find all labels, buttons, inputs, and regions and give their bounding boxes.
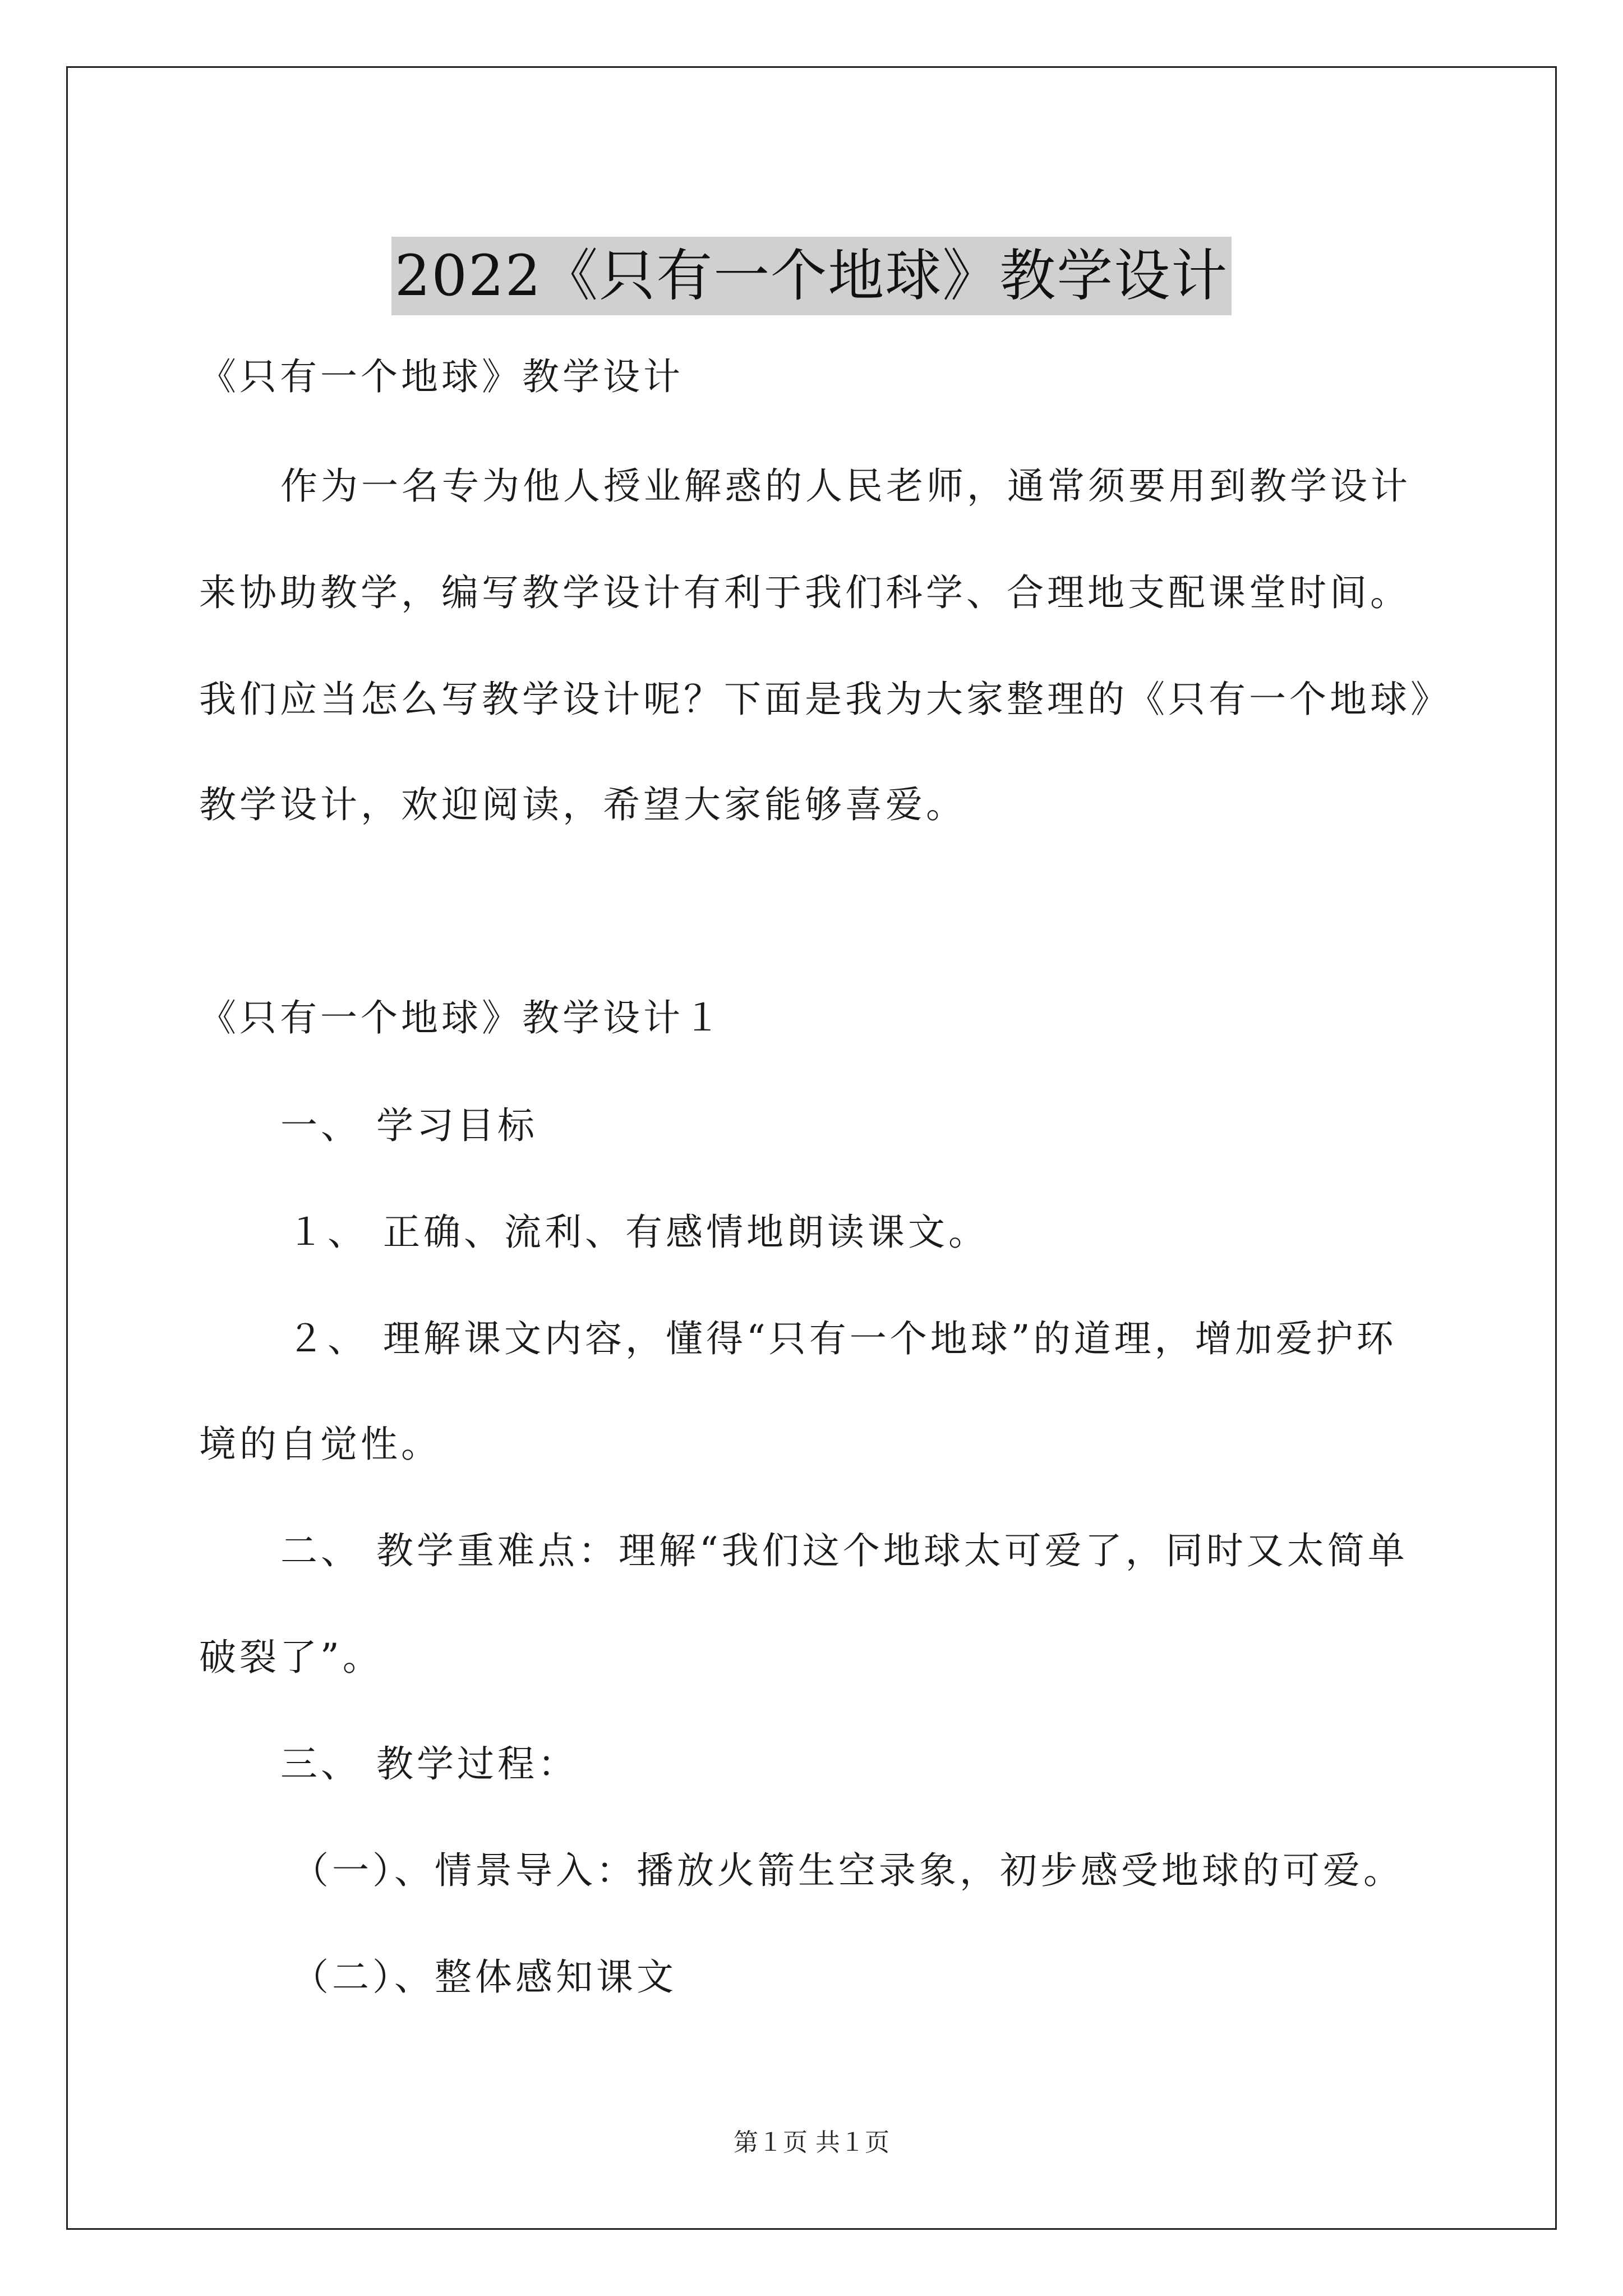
section-heading: 《只有一个地球》教学设计１: [199, 996, 724, 1039]
list-heading: 一、 学习目标: [280, 1104, 538, 1147]
list-heading: 二、 教学重难点：理解“我们这个地球太可爱了，同时又太简单: [280, 1529, 1408, 1572]
page-footer: 第１页 共１页: [734, 2128, 889, 2157]
subtitle: 《只有一个地球》教学设计: [199, 355, 684, 398]
document-title: 2022《只有一个地球》教学设计: [391, 237, 1232, 315]
paragraph-line: 教学设计，欢迎阅读，希望大家能够喜爱。: [199, 783, 966, 826]
title-wrapper: [0, 199, 1623, 353]
list-item: （二）、整体感知课文: [292, 1955, 677, 1999]
list-item: （一）、情景导入：播放火箭生空录象，初步感受地球的可爱。: [292, 1849, 1404, 1892]
list-item-continuation: 境的自觉性。: [199, 1423, 441, 1466]
list-item: ２、 理解课文内容，懂得“只有一个地球”的道理，增加爱护环: [287, 1317, 1397, 1360]
paragraph-line: 我们应当怎么写教学设计呢？下面是我为大家整理的《只有一个地球》: [199, 678, 1451, 721]
list-item-continuation: 破裂了”。: [199, 1636, 383, 1679]
paragraph-line: 来协助教学，编写教学设计有利于我们科学、合理地支配课堂时间。: [199, 571, 1410, 614]
list-item: １、 正确、流利、有感情地朗读课文。: [287, 1211, 989, 1254]
list-heading: 三、 教学过程：: [280, 1742, 578, 1786]
paragraph-line: 作为一名专为他人授业解惑的人民老师，通常须要用到教学设计: [280, 464, 1411, 508]
